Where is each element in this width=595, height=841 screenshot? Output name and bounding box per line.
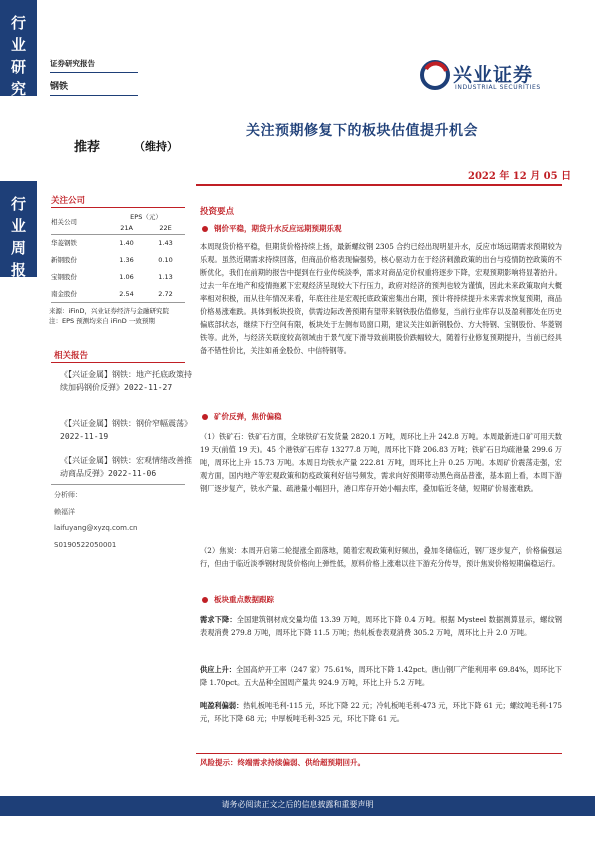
analyst-block (54, 487, 137, 553)
bullet-icon (202, 226, 208, 232)
tab-char: 究 (10, 80, 26, 98)
supply-paragraph (200, 663, 562, 689)
eps-21a: 2.54 (119, 289, 134, 298)
section-1-body: 本周现货价格平稳，但期货价格持续上扬，最新螺纹钢 2305 合约已经出现明显升水，反应市场远期需求预期较为乐观。虽然近期需求持续回落，但商品价格表现偏强势，核心驱动力在于经济刺激政策的出台与疫情防控政策的不断优化，我们在前期的报告中提到在行业传统淡季，需求对商品定价权重将逐步下降，宏观预期影响将显著抬升。过去一年在地产和疫情拖累下宏观经济呈现较大下行压力，政府对经济的预判也较为谨慎，因此未来政策取向大概率相对积极，而从往年情况来看，年底往往是宏观托底政策密集出台期，预计将持续提升未来需求恢复预期，商品价格易涨难跌。具体到板块投资，供需边际改善预期有望带来钢铁股估值修复，当前行业库存以及盈利都处在历史偏底部状态，继续下行空间有限，板块处于左侧布局窗口期，建议关注如新钢股份、方大特钢、宝钢股份、华菱钢铁等。此外，与经济关联度较高领域由于景气度下滑导致前期股价跌幅较大，随着行业修复预期提升，当前已经具备不错性价比，关注如甬金股份、中信特钢等。 (200, 242, 562, 355)
date-divider (196, 184, 562, 186)
supply-text: 全国高炉开工率（247 家）75.61%，周环比下降 1.42pct。唐山钢厂产能利用率 69.84%，周环比下降 1.70pct。五大品种全国周产量共 924.9 万吨，环比上升 5.2 万吨。 (200, 665, 562, 687)
col-header-eps (107, 210, 185, 234)
table-row (51, 251, 185, 268)
year-21a: 21A (120, 223, 133, 232)
company-logo (420, 58, 560, 96)
bullet-icon (202, 597, 208, 603)
rating-change: （维持） (134, 140, 178, 153)
risk-warning: 风险提示：终端需求持续偏弱、供给超预期回升。 (200, 758, 365, 767)
tab-char: 周 (10, 239, 26, 257)
eps-21a: 1.40 (119, 238, 134, 247)
eps-22e: 2.72 (158, 289, 173, 298)
demand-label: 需求下降： (200, 615, 237, 624)
table-row (51, 285, 185, 302)
sidebar-tab-industry-weekly (0, 181, 37, 277)
tab-char: 行 (10, 14, 26, 32)
report-title: 关注预期修复下的板块估值提升机会 (246, 123, 478, 139)
table-source-note: 来源：iFinD，兴业证券经济与金融研究院 注：EPS 预测均来自 iFinD 一致预期 (49, 307, 170, 325)
profit-paragraph (200, 699, 562, 725)
tab-char: 报 (10, 261, 26, 279)
report-date: 2022 年 12 月 05 日 (468, 171, 572, 182)
tab-char: 研 (10, 58, 26, 76)
section-2-title: 矿价反弹，焦价偏稳 (214, 412, 282, 421)
related-report-link[interactable]: 《【兴证金属】钢铁：宏观情绪改善推动商品反弹》2022-11-06 (60, 456, 192, 478)
section-3-title: 板块重点数据跟踪 (214, 595, 274, 604)
company-name: 华菱钢铁 (51, 239, 77, 248)
company-name: 宝钢股份 (51, 273, 77, 281)
section-2-body-iron-ore: （1）铁矿石：铁矿石方面，全球铁矿石发货量 2820.1 万吨，周环比上升 242.8 万吨。本周最新进口矿可用天数 19 天(前值 19 天)。45 个港铁矿石库存 13277.8 万吨，周环比下降 206.83 万吨；铁矿石日均疏港量 299.6 万吨，周环比上升 15.73 万吨。本周日均铁水产量 222.81 万吨，周环比上升 0.25 万吨。本周矿价震荡走强，宏观方面，国内地产等宏观政策和防疫政策利好信号频发，需求向好预期带动黑色商品普涨，基本面上看，本周下游钢厂逐步复产，铁水产量、疏港量小幅回升，港口库存开始小幅去库，叠加临近冬储，短期矿价易涨难跌。 (200, 432, 562, 493)
divider (51, 484, 185, 485)
section-2-body-coke: （2）焦炭：本周开启第二轮提涨全面落地，随着宏观政策利好频出，叠加冬储临近，钢厂逐步复产，价格偏强运行，但由于临近淡季钢材现货价格向上弹性低，原料价格上涨难以往下游充分传导，预计焦炭价格短期偏稳运行。 (200, 546, 562, 568)
profit-label: 吨盈利偏弱： (200, 701, 244, 710)
related-report-link[interactable]: 《【兴证金属】钢铁：钢价窄幅震荡》2022-11-19 (60, 419, 192, 441)
tab-char: 业 (10, 217, 26, 235)
divider (50, 95, 138, 96)
focus-companies-table (51, 210, 185, 302)
company-name: 新钢股份 (51, 256, 77, 264)
footer-disclaimer[interactable]: 请务必阅读正文之后的信息披露和重要声明 (221, 800, 374, 809)
focus-companies-title: 关注公司 (51, 196, 86, 206)
analyst-email[interactable]: laifuyang@xyzq.com.cn (54, 524, 138, 532)
divider (51, 302, 185, 303)
section-1-title: 钢价平稳，期货升水反应远期预期乐观 (214, 224, 342, 233)
eps-label: EPS（元） (130, 212, 162, 221)
tab-char: 业 (10, 36, 26, 54)
supply-label: 供应上升： (200, 665, 236, 674)
demand-text: 全国建筑钢材成交量均值 13.39 万吨，周环比下降 0.4 万吨。根据 Mysteel 数据测算显示，螺纹钢表观消费 279.8 万吨，周环比下降 11.5 万吨；热轧板卷表观消费 305.2 万吨，周环比上升 2.0 万吨。 (200, 615, 562, 637)
analyst-label: 分析师： (54, 491, 82, 499)
bullet-icon (202, 414, 208, 420)
demand-paragraph (200, 613, 562, 639)
sidebar-tab-industry-research (0, 0, 37, 96)
industry-label: 钢铁 (50, 82, 69, 92)
table-row (51, 268, 185, 285)
eps-22e: 0.10 (158, 255, 173, 264)
divider (50, 72, 138, 73)
eps-21a: 1.06 (119, 272, 134, 281)
profit-text: 热轧板吨毛利-115 元，环比下降 22 元；冷轧板吨毛利-473 元，环比下降 61 元；螺纹吨毛利-175 元，环比下降 68 元；中厚板吨毛利-325 元，环比下降 61 元。 (200, 701, 562, 723)
eps-22e: 1.43 (158, 238, 173, 247)
logo-text-cn: 兴业证券 (453, 64, 534, 86)
report-type: 证券研究报告 (50, 59, 95, 68)
table-row (51, 234, 185, 251)
analyst-name: 赖福洋 (54, 507, 75, 516)
risk-divider (196, 753, 562, 754)
year-22e: 22E (159, 223, 172, 232)
company-name: 南金股份 (51, 290, 77, 298)
analyst-license: S0190522050001 (54, 540, 117, 549)
table-header-row (51, 210, 185, 234)
divider (51, 362, 185, 363)
logo-text-en: INDUSTRIAL SECURITIES (455, 84, 541, 91)
eps-22e: 1.13 (158, 272, 173, 281)
divider (51, 207, 185, 208)
related-reports-title: 相关报告 (54, 351, 89, 361)
summary-title: 投资要点 (200, 207, 235, 217)
eps-21a: 1.36 (119, 255, 134, 264)
tab-char: 行 (10, 195, 26, 213)
related-report-link[interactable]: 《【兴证金属】钢铁：地产托底政策持续加码钢价反弹》2022-11-27 (60, 370, 192, 392)
logo-mark-icon (420, 60, 450, 90)
col-header-company: 相关公司 (51, 210, 107, 234)
rating: 推荐 (74, 140, 101, 155)
